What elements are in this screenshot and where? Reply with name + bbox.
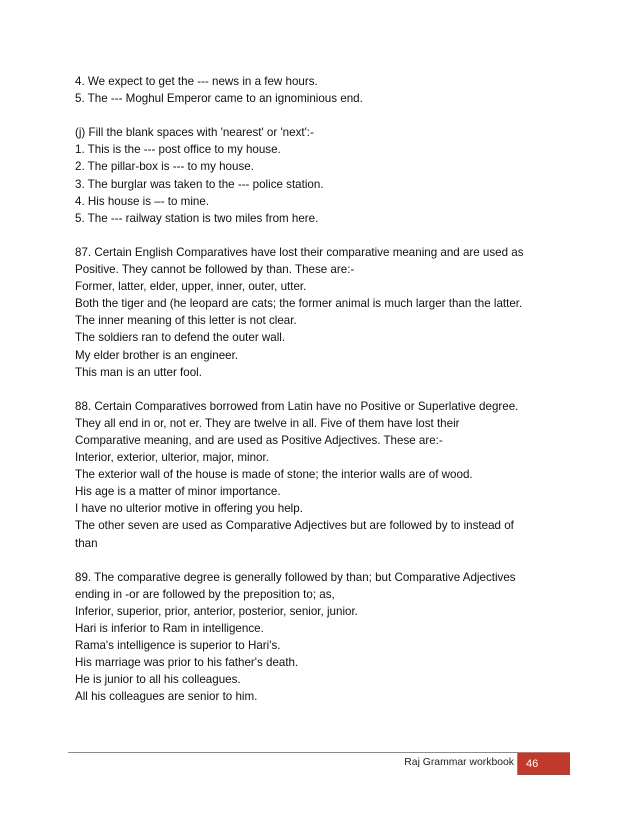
text-line: The inner meaning of this letter is not clear. bbox=[75, 314, 297, 328]
text-line: Interior, exterior, ulterior, major, minor. bbox=[75, 451, 269, 465]
text-line: than bbox=[75, 536, 98, 550]
text-line: His age is a matter of minor importance. bbox=[75, 485, 281, 499]
text-line: Comparative meaning, and are used as Positive Adjectives. These are:- bbox=[75, 433, 443, 447]
text-line: This man is an utter fool. bbox=[75, 365, 202, 379]
text-line: Rama's intelligence is superior to Hari's. bbox=[75, 639, 281, 653]
text-line: The exterior wall of the house is made of stone; the interior walls are of wood. bbox=[75, 468, 473, 482]
text-line: 3. The burglar was taken to the --- police station. bbox=[75, 177, 324, 191]
text-line: Both the tiger and (he leopard are cats; the former animal is much larger than the latter. bbox=[75, 297, 523, 311]
paragraph-gap bbox=[75, 552, 575, 569]
text-line: 2. The pillar-box is --- to my house. bbox=[75, 160, 254, 174]
text-line: Former, latter, elder, upper, inner, outer, utter. bbox=[75, 280, 307, 294]
text-line: ending in -or are followed by the preposition to; as, bbox=[75, 587, 335, 601]
text-line: His marriage was prior to his father's death. bbox=[75, 656, 299, 670]
text-line: 88. Certain Comparatives borrowed from Latin have no Positive or Superlative degree. bbox=[75, 399, 519, 413]
text-line: All his colleagues are senior to him. bbox=[75, 690, 258, 704]
text-line: 1. This is the --- post office to my house. bbox=[75, 143, 281, 157]
text-line: 4. His house is –- to mine. bbox=[75, 194, 210, 208]
text-line: 5. The --- railway station is two miles from here. bbox=[75, 211, 319, 225]
text-line: Positive. They cannot be followed by than. These are:- bbox=[75, 263, 355, 277]
text-line: Inferior, superior, prior, anterior, posterior, senior, junior. bbox=[75, 604, 358, 618]
text-line: My elder brother is an engineer. bbox=[75, 348, 239, 362]
paragraph-gap bbox=[75, 227, 575, 244]
text-line: Hari is inferior to Ram in intelligence. bbox=[75, 622, 264, 635]
text-line: (j) Fill the blank spaces with 'nearest' or 'next':- bbox=[75, 126, 314, 140]
text-line: He is junior to all his colleagues. bbox=[75, 673, 241, 687]
footer-book-title: Raj Grammar workbook bbox=[404, 757, 514, 768]
text-line: 89. The comparative degree is generally followed by than; but Comparative Adjectives bbox=[75, 570, 516, 584]
text-line: The other seven are used as Comparative Adjectives but are followed by to instead of bbox=[75, 519, 514, 533]
text-line: 5. The --- Moghul Emperor came to an ignominious end. bbox=[75, 92, 363, 106]
page-number-badge: 46 bbox=[518, 753, 570, 775]
text-line: I have no ulterior motive in offering you help. bbox=[75, 502, 303, 516]
paragraph-gap bbox=[75, 107, 575, 124]
text-line: The soldiers ran to defend the outer wall. bbox=[75, 331, 286, 345]
text-line: 87. Certain English Comparatives have lost their comparative meaning and are used as bbox=[75, 245, 524, 259]
text-line: They all end in or, not er. They are twelve in all. Five of them have lost their bbox=[75, 416, 460, 430]
paragraph-gap bbox=[75, 381, 575, 398]
page-body bbox=[75, 73, 575, 705]
text-line: 4. We expect to get the --- news in a few hours. bbox=[75, 75, 318, 88]
footer-divider bbox=[68, 752, 570, 753]
